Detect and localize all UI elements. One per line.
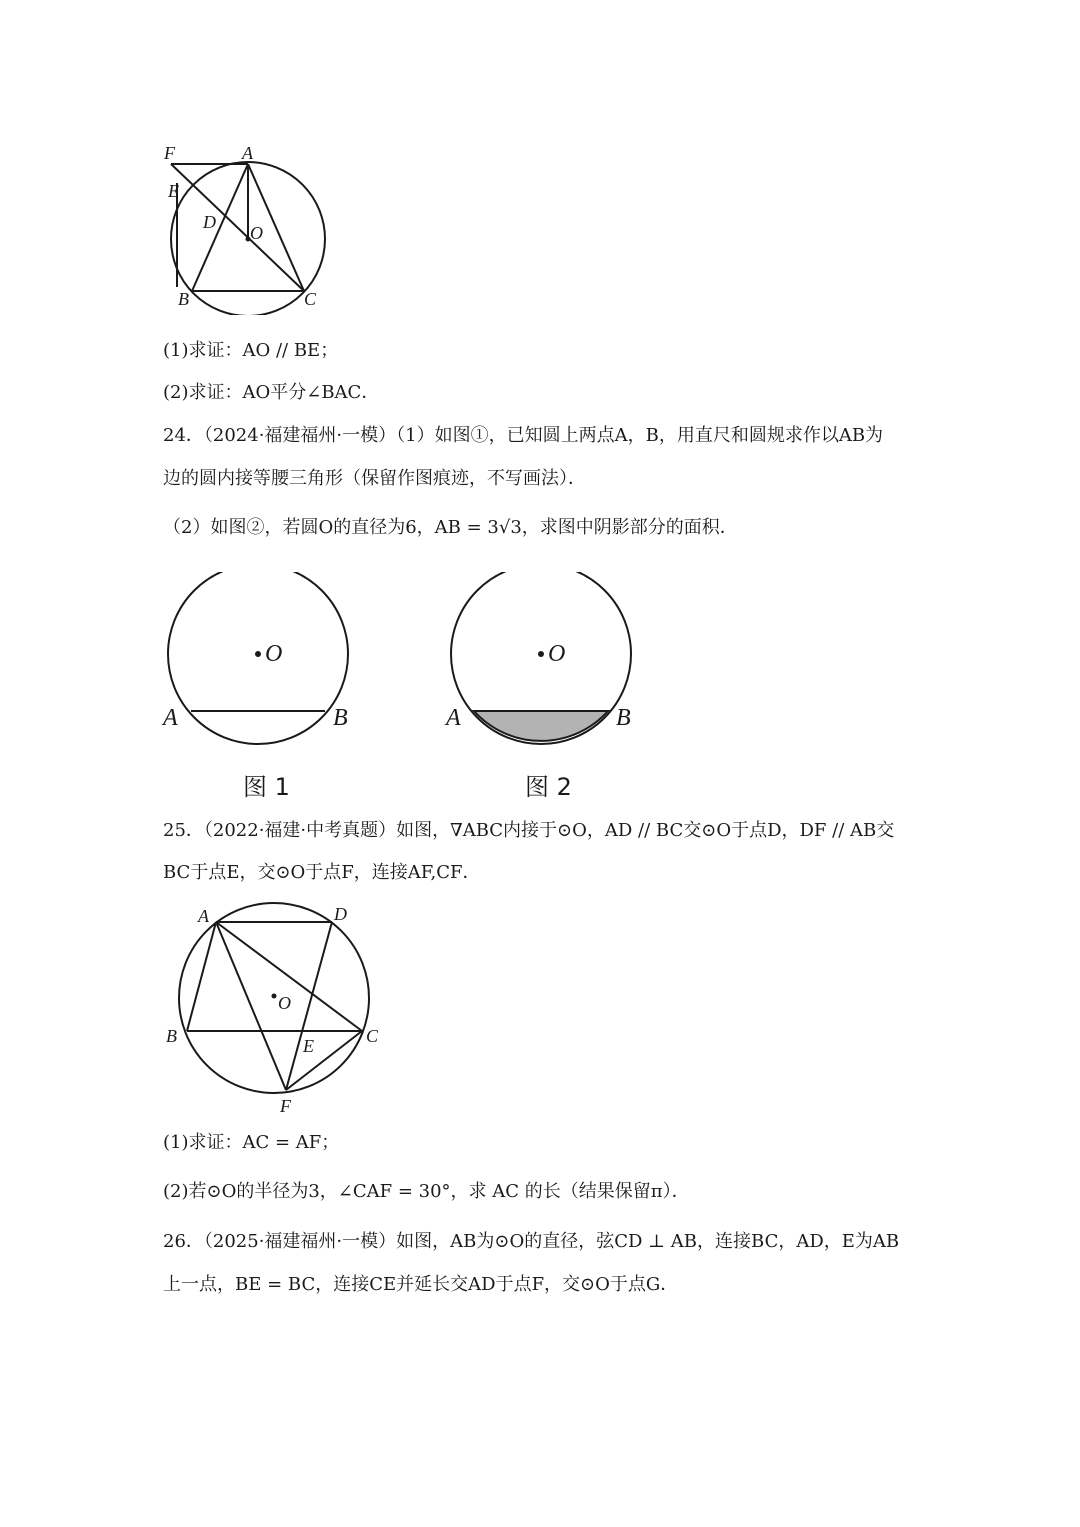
figure-q24-2 [438,572,648,752]
q25-label-a: A [198,906,209,926]
q25-label-o: O [278,993,291,1013]
fig2-label-o: O [548,641,566,667]
fig1-label-b: B [333,705,348,731]
fig2-caption: 图 2 [525,773,572,801]
q25-part2: (2)若⊙O的半径为3，∠CAF = 30°，求 AC 的长（结果保留π）． [163,1181,690,1202]
label-d: D [203,212,216,232]
q25-label-e: E [303,1036,314,1056]
q25-label-d: D [334,904,347,924]
q26-line2: 上一点，BE = BC，连接CE并延长交AD于点F，交⊙O于点G． [163,1274,679,1295]
q24-line1: 24．（2024·福建福州·一模）（1）如图①，已知圆上两点A，B，用直尺和圆规求作以AB为 [163,425,884,446]
figure-q25 [158,900,388,1120]
q24-line2: 边的圆内接等腰三角形（保留作图痕迹，不写画法）． [163,468,586,489]
label-o: O [250,223,263,243]
q23-part2: (2)求证：AO平分∠BAC． [163,382,380,403]
q25-label-f: F [280,1096,291,1116]
fig1-label-o: O [265,641,283,667]
fig2-label-b: B [616,705,631,731]
figure-q23 [150,135,350,315]
figure-q24-1 [155,572,365,752]
label-a: A [242,143,253,163]
fig1-caption: 图 1 [243,773,290,801]
q25-label-b: B [166,1026,177,1046]
fig2-label-a: A [446,705,461,731]
fig1-label-a: A [163,705,178,731]
q25-line1: 25．（2022·福建·中考真题）如图，∇ABC内接于⊙O，AD // BC交⊙O于点D，DF // AB交 [163,820,895,841]
label-b: B [178,289,189,309]
q23-part1: (1)求证：AO // BE； [163,340,339,361]
q24-line3: （2）如图②，若圆O的直径为6，AB = 3√3，求图中阴影部分的面积． [163,517,738,538]
q26-line1: 26．（2025·福建福州·一模）如图，AB为⊙O的直径，弦CD ⊥ AB，连接BC，AD，E为AB [163,1231,900,1252]
q25-line2: BC于点E，交⊙O于点F，连接AF,CF． [163,862,481,883]
label-c: C [304,289,317,309]
q25-part1: (1)求证：AC = AF； [163,1132,340,1153]
label-f: F [164,143,175,163]
q25-label-c: C [366,1026,379,1046]
label-e: E [168,181,179,201]
